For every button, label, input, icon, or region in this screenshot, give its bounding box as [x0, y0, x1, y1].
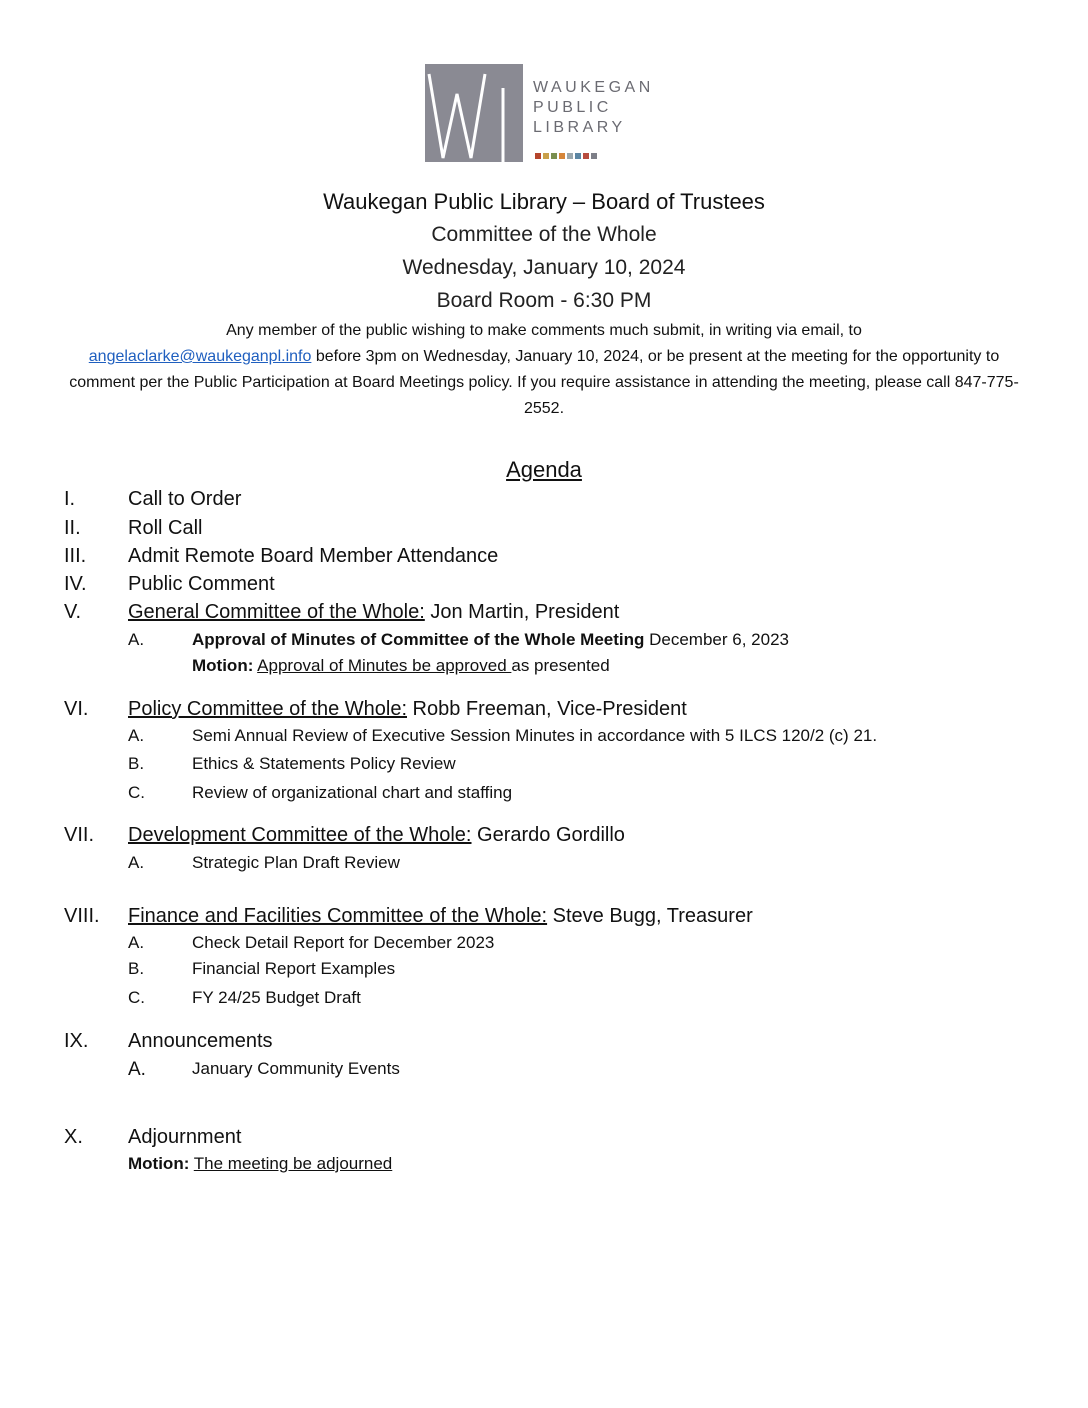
logo-line-1: WAUKEGAN [533, 79, 654, 96]
subitem-letter: C. [128, 988, 145, 1007]
committee-heading: Development Committee of the Whole: [128, 824, 472, 846]
subitem-letter: A. [128, 853, 145, 872]
subitem-letter: A. [128, 933, 145, 952]
agenda-heading: Agenda [506, 457, 582, 482]
logo-line-3: LIBRARY [533, 119, 626, 136]
item-number: VII. [64, 824, 95, 846]
subitem-bold-text: Approval of Minutes of Committee of the Whole Meeting [192, 630, 645, 649]
item-number: V. [64, 601, 82, 623]
subitem-text: Financial Report Examples [192, 959, 396, 978]
public-comment-notice [60, 318, 1028, 422]
subitem-text: FY 24/25 Budget Draft [192, 988, 361, 1007]
motion-line [192, 656, 610, 676]
subitem-letter: A. [128, 726, 145, 745]
item-text: Roll Call [128, 517, 203, 539]
logo-square [583, 153, 589, 159]
subitem-text: Strategic Plan Draft Review [192, 853, 400, 872]
item-text: Call to Order [128, 488, 242, 510]
motion-label: Motion: [192, 656, 254, 675]
notice-text-1: Any member of the public wishing to make comments much submit, in writing via email, to [226, 322, 862, 339]
item-number: X. [64, 1126, 83, 1148]
committee-name: Committee of the Whole [431, 223, 657, 246]
email-link[interactable]: angelaclarke@waukeganpl.info [88, 348, 312, 365]
logo-square [543, 153, 549, 159]
item-number: VIII. [64, 905, 100, 927]
subitem-date: December 6, 2023 [644, 630, 789, 649]
item-text: Adjournment [128, 1126, 242, 1148]
committee-person: Steve Bugg, Treasurer [547, 905, 753, 927]
subitem-letter: A. [128, 630, 145, 649]
subitem-text: January Community Events [192, 1059, 400, 1078]
item-number: IV. [64, 573, 87, 595]
motion-text-rest: as presented [511, 656, 610, 675]
subitem-letter: A. [128, 1059, 146, 1080]
logo-wordmark [533, 78, 654, 138]
committee-person: Robb Freeman, Vice-President [407, 698, 687, 720]
subitem-text: Semi Annual Review of Executive Session Minutes in accordance with 5 ILCS 120/2 (c) 21. [192, 726, 878, 745]
logo-color-squares [535, 146, 599, 154]
item-text: Announcements [128, 1030, 273, 1052]
logo-square [591, 153, 597, 159]
subitem-text [192, 630, 789, 650]
subitem-text: Review of organizational chart and staffing [192, 783, 513, 802]
item-heading-line [128, 905, 753, 928]
meeting-date: Wednesday, January 10, 2024 [402, 256, 686, 279]
committee-heading: Policy Committee of the Whole: [128, 698, 407, 720]
item-number: IX. [64, 1030, 89, 1052]
item-number: II. [64, 517, 81, 539]
motion-label: Motion: [128, 1154, 190, 1173]
item-heading-line [128, 824, 625, 847]
item-text: Public Comment [128, 573, 275, 595]
subitem-text: Check Detail Report for December 2023 [192, 933, 495, 952]
committee-heading: General Committee of the Whole: [128, 601, 425, 623]
library-logo [425, 64, 685, 162]
document-title: Waukegan Public Library – Board of Trustees [323, 189, 765, 214]
logo-w-mark [425, 64, 523, 162]
item-heading-line [128, 698, 687, 721]
committee-heading: Finance and Facilities Committee of the Whole: [128, 905, 548, 927]
item-number: VI. [64, 698, 89, 720]
logo-line-2: PUBLIC [533, 99, 612, 116]
item-number: III. [64, 545, 87, 567]
logo-square [551, 153, 557, 159]
meeting-room-time: Board Room - 6:30 PM [436, 289, 652, 312]
subitem-text: Ethics & Statements Policy Review [192, 754, 456, 773]
motion-text: Approval of Minutes be approved [257, 656, 512, 675]
subitem-letter: B. [128, 959, 145, 978]
logo-square [535, 153, 541, 159]
item-heading-line [128, 601, 619, 624]
motion-line [128, 1154, 392, 1174]
logo-square [559, 153, 565, 159]
item-text: Admit Remote Board Member Attendance [128, 545, 499, 567]
committee-person: Jon Martin, President [424, 601, 620, 623]
item-number: I. [64, 488, 76, 510]
motion-text: The meeting be adjourned [193, 1154, 393, 1173]
subitem-letter: B. [128, 754, 145, 773]
logo-square [575, 153, 581, 159]
logo-square [567, 153, 573, 159]
notice-text-2: before 3pm on Wednesday, January 10, 2024, or be present at the meeting for the opportunity to comment per the Public Participation at Board Meetings policy. If you require assistance in attending the meeting, please call 847-775-2552. [69, 348, 1019, 417]
subitem-letter: C. [128, 783, 145, 802]
committee-person: Gerardo Gordillo [471, 824, 625, 846]
